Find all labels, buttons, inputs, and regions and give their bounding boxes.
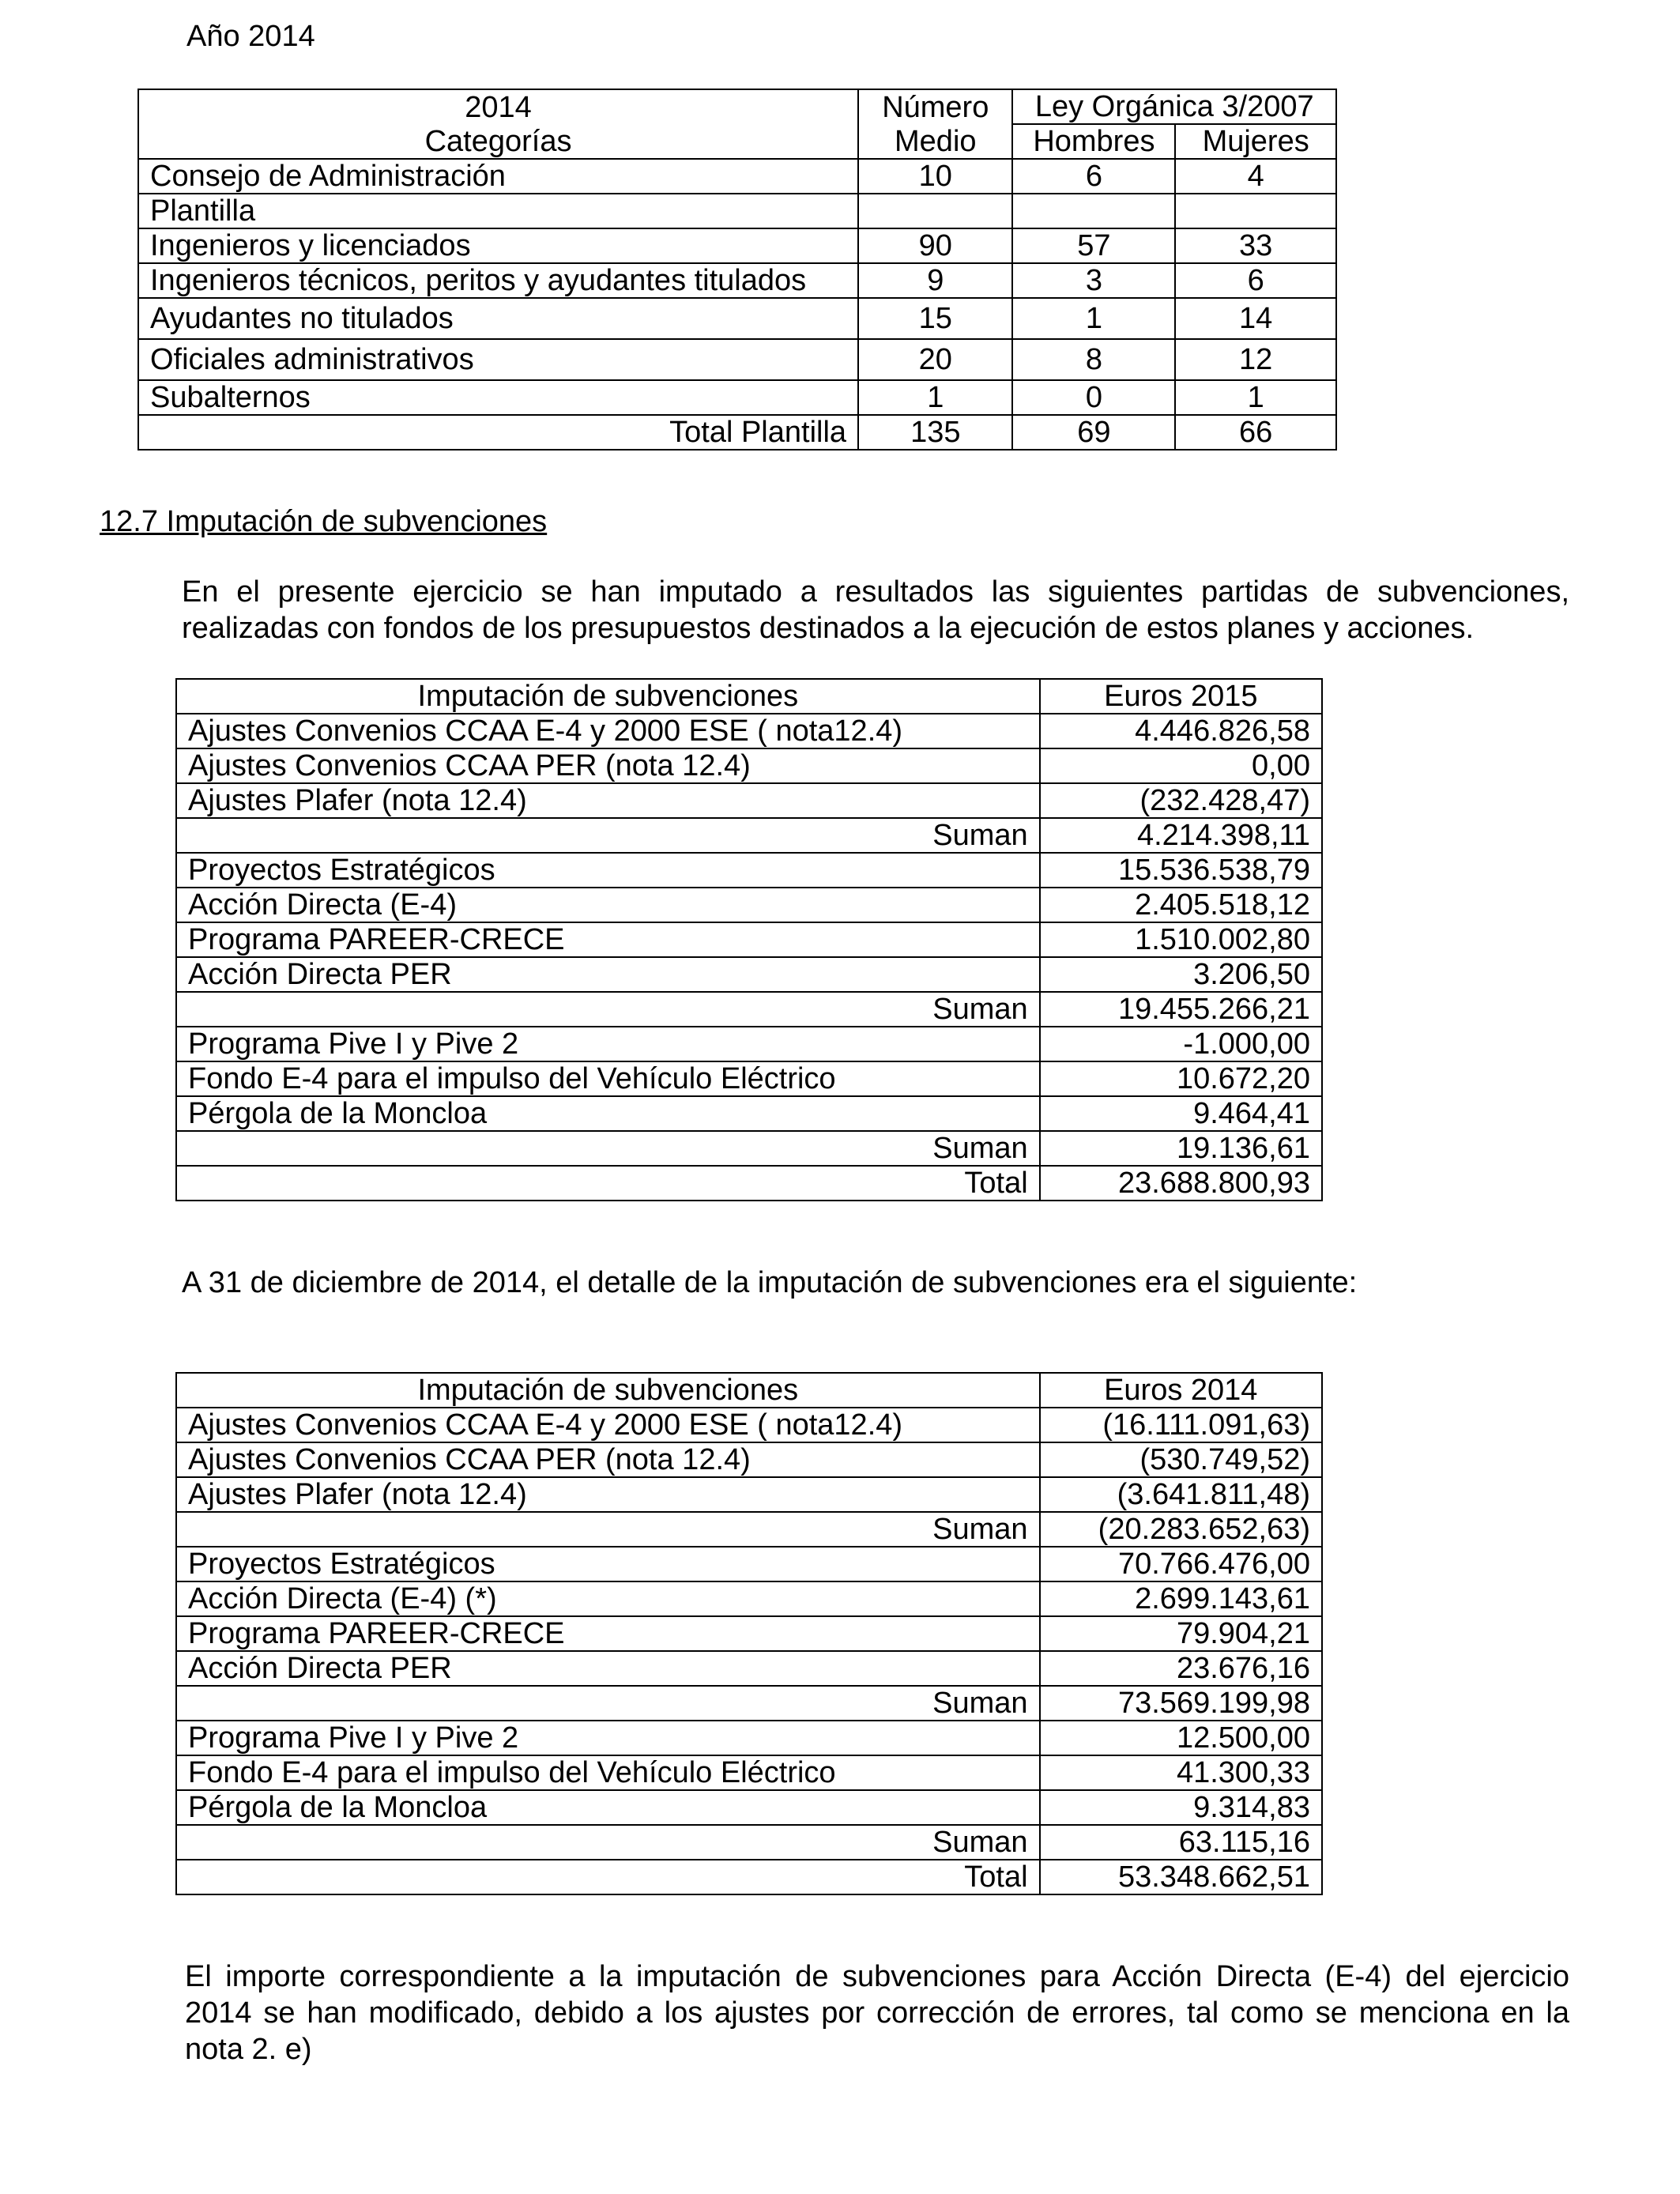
row-label: Suman [176, 1512, 1040, 1547]
sum-row [176, 992, 1322, 1027]
row-value: 73.569.199,98 [1040, 1686, 1322, 1721]
subsidies-2015-header [176, 679, 1322, 714]
row-hombres: 3 [1012, 263, 1175, 298]
row-value: 4.446.826,58 [1040, 714, 1322, 748]
row-value: 23.676,16 [1040, 1651, 1322, 1686]
row-mujeres: 6 [1175, 263, 1336, 298]
row-label: Ajustes Plafer (nota 12.4) [176, 783, 1040, 818]
sum-row [176, 1825, 1322, 1860]
header-year: 2014 [138, 89, 858, 124]
row-mujeres: 1 [1175, 380, 1336, 415]
row-value: (232.428,47) [1040, 783, 1322, 818]
total-medio: 135 [858, 415, 1012, 450]
intro-line-1: En el presente ejercicio se han imputado a resultados las siguientes partidas de subvenciones, [182, 575, 1569, 609]
row-value: (20.283.652,63) [1040, 1512, 1322, 1547]
table-row [176, 1477, 1322, 1512]
row-label: Ajustes Convenios CCAA E-4 y 2000 ESE ( nota12.4) [176, 714, 1040, 748]
row-value: 0,00 [1040, 748, 1322, 783]
row-value: (3.641.811,48) [1040, 1477, 1322, 1512]
row-label: Suman [176, 1686, 1040, 1721]
row-medio: 90 [858, 228, 1012, 263]
row-label: Suman [176, 1825, 1040, 1860]
row-value: 70.766.476,00 [1040, 1547, 1322, 1581]
staff-row [138, 159, 1336, 194]
row-mujeres: 33 [1175, 228, 1336, 263]
row-value: 2.699.143,61 [1040, 1581, 1322, 1616]
header-numero: Número [858, 89, 1012, 124]
header-imputacion: Imputación de subvenciones [176, 679, 1040, 714]
table-row [176, 888, 1322, 922]
table-row [176, 783, 1322, 818]
row-value: 12.500,00 [1040, 1721, 1322, 1755]
table-row [176, 1061, 1322, 1096]
table-row [176, 853, 1322, 888]
row-label: Ajustes Plafer (nota 12.4) [176, 1477, 1040, 1512]
table-row [176, 1616, 1322, 1651]
row-value: 1.510.002,80 [1040, 922, 1322, 957]
table-row [176, 1755, 1322, 1790]
subsidies-2014-table [175, 1372, 1323, 1895]
row-hombres: 6 [1012, 159, 1175, 194]
row-label: Plantilla [138, 194, 858, 228]
row-medio: 15 [858, 298, 1012, 339]
row-label: Ajustes Convenios CCAA PER (nota 12.4) [176, 1442, 1040, 1477]
row-value: (16.111.091,63) [1040, 1408, 1322, 1442]
header-ley: Ley Orgánica 3/2007 [1012, 89, 1336, 124]
row-value: 9.314,83 [1040, 1790, 1322, 1825]
staff-row [138, 228, 1336, 263]
sum-row [176, 1512, 1322, 1547]
row-value: 9.464,41 [1040, 1096, 1322, 1131]
sum-row [176, 1131, 1322, 1166]
row-label: Acción Directa (E-4) [176, 888, 1040, 922]
sum-row [176, 818, 1322, 853]
header-medio: Medio [858, 124, 1012, 159]
closing-paragraph: El importe correspondiente a la imputación de subvenciones para Acción Directa (E-4) del ejercicio 2014 se han modificado, debido a los ajustes por corrección de errores, tal como se menciona en la nota 2. e) [185, 1960, 1569, 2066]
row-label: Pérgola de la Moncloa [176, 1790, 1040, 1825]
row-label: Programa PAREER-CRECE [176, 1616, 1040, 1651]
row-label: Proyectos Estratégicos [176, 853, 1040, 888]
row-label: Ayudantes no titulados [138, 298, 858, 339]
staff-table [137, 89, 1337, 450]
staff-row [138, 263, 1336, 298]
row-label: Proyectos Estratégicos [176, 1547, 1040, 1581]
row-mujeres: 4 [1175, 159, 1336, 194]
table-row [176, 714, 1322, 748]
row-hombres: 57 [1012, 228, 1175, 263]
table-row [176, 1442, 1322, 1477]
staff-row [138, 298, 1336, 339]
row-label: Consejo de Administración [138, 159, 858, 194]
row-mujeres [1175, 194, 1336, 228]
table-row [176, 1096, 1322, 1131]
table-row [176, 922, 1322, 957]
intro-paragraph [182, 574, 1569, 647]
staff-total-row [138, 415, 1336, 450]
sum-row [176, 1166, 1322, 1201]
row-label: Acción Directa PER [176, 957, 1040, 992]
row-value: (530.749,52) [1040, 1442, 1322, 1477]
row-mujeres: 12 [1175, 339, 1336, 380]
detail-paragraph: A 31 de diciembre de 2014, el detalle de la imputación de subvenciones era el siguiente: [182, 1266, 1358, 1299]
header-mujeres: Mujeres [1175, 124, 1336, 159]
row-label: Suman [176, 1131, 1040, 1166]
row-value: 4.214.398,11 [1040, 818, 1322, 853]
row-label: Ingenieros y licenciados [138, 228, 858, 263]
row-value: -1.000,00 [1040, 1027, 1322, 1061]
table-row [176, 1408, 1322, 1442]
staff-row [138, 380, 1336, 415]
staff-row [138, 339, 1336, 380]
row-medio: 1 [858, 380, 1012, 415]
header-categorias: Categorías [138, 124, 858, 159]
row-hombres: 1 [1012, 298, 1175, 339]
row-value: 79.904,21 [1040, 1616, 1322, 1651]
table-row [176, 1581, 1322, 1616]
staff-header-row-2 [138, 124, 1336, 159]
row-medio [858, 194, 1012, 228]
row-label: Ajustes Convenios CCAA PER (nota 12.4) [176, 748, 1040, 783]
section-title: 12.7 Imputación de subvenciones [100, 505, 548, 538]
row-hombres [1012, 194, 1175, 228]
row-hombres: 8 [1012, 339, 1175, 380]
row-label: Pérgola de la Moncloa [176, 1096, 1040, 1131]
header-euros-2015: Euros 2015 [1040, 679, 1322, 714]
table-row [176, 1547, 1322, 1581]
table-row [176, 1651, 1322, 1686]
row-label: Ingenieros técnicos, peritos y ayudantes titulados [138, 263, 858, 298]
row-label: Suman [176, 818, 1040, 853]
table-row [176, 1790, 1322, 1825]
staff-row [138, 194, 1336, 228]
year-heading: Año 2014 [186, 20, 315, 53]
total-hombres: 69 [1012, 415, 1175, 450]
row-value: 3.206,50 [1040, 957, 1322, 992]
row-medio: 9 [858, 263, 1012, 298]
row-label: Programa Pive I y Pive 2 [176, 1721, 1040, 1755]
row-label: Oficiales administrativos [138, 339, 858, 380]
row-value: 15.536.538,79 [1040, 853, 1322, 888]
row-label: Fondo E-4 para el impulso del Vehículo Eléctrico [176, 1755, 1040, 1790]
row-label: Ajustes Convenios CCAA E-4 y 2000 ESE ( nota12.4) [176, 1408, 1040, 1442]
row-medio: 20 [858, 339, 1012, 380]
row-label: Fondo E-4 para el impulso del Vehículo Eléctrico [176, 1061, 1040, 1096]
row-value: 19.455.266,21 [1040, 992, 1322, 1027]
total-label: Total Plantilla [138, 415, 858, 450]
subsidies-2015-table [175, 678, 1323, 1201]
row-value: 2.405.518,12 [1040, 888, 1322, 922]
row-label: Suman [176, 992, 1040, 1027]
total-mujeres: 66 [1175, 415, 1336, 450]
row-value: 41.300,33 [1040, 1755, 1322, 1790]
row-value: 63.115,16 [1040, 1825, 1322, 1860]
row-value: 23.688.800,93 [1040, 1166, 1322, 1201]
row-label: Acción Directa (E-4) (*) [176, 1581, 1040, 1616]
row-label: Programa PAREER-CRECE [176, 922, 1040, 957]
row-value: 53.348.662,51 [1040, 1860, 1322, 1894]
header-imputacion: Imputación de subvenciones [176, 1373, 1040, 1408]
table-row [176, 748, 1322, 783]
sum-row [176, 1686, 1322, 1721]
table-row [176, 957, 1322, 992]
row-hombres: 0 [1012, 380, 1175, 415]
row-value: 10.672,20 [1040, 1061, 1322, 1096]
intro-line-2: realizadas con fondos de los presupuestos destinados a la ejecución de estos planes y acciones. [182, 612, 1475, 645]
row-label: Programa Pive I y Pive 2 [176, 1027, 1040, 1061]
sum-row [176, 1860, 1322, 1894]
header-euros-2014: Euros 2014 [1040, 1373, 1322, 1408]
row-medio: 10 [858, 159, 1012, 194]
table-row [176, 1027, 1322, 1061]
row-mujeres: 14 [1175, 298, 1336, 339]
row-label: Total [176, 1860, 1040, 1894]
row-label: Acción Directa PER [176, 1651, 1040, 1686]
table-row [176, 1721, 1322, 1755]
row-label: Subalternos [138, 380, 858, 415]
header-hombres: Hombres [1012, 124, 1175, 159]
staff-header-row-1 [138, 89, 1336, 124]
row-value: 19.136,61 [1040, 1131, 1322, 1166]
subsidies-2014-header [176, 1373, 1322, 1408]
row-label: Total [176, 1166, 1040, 1201]
